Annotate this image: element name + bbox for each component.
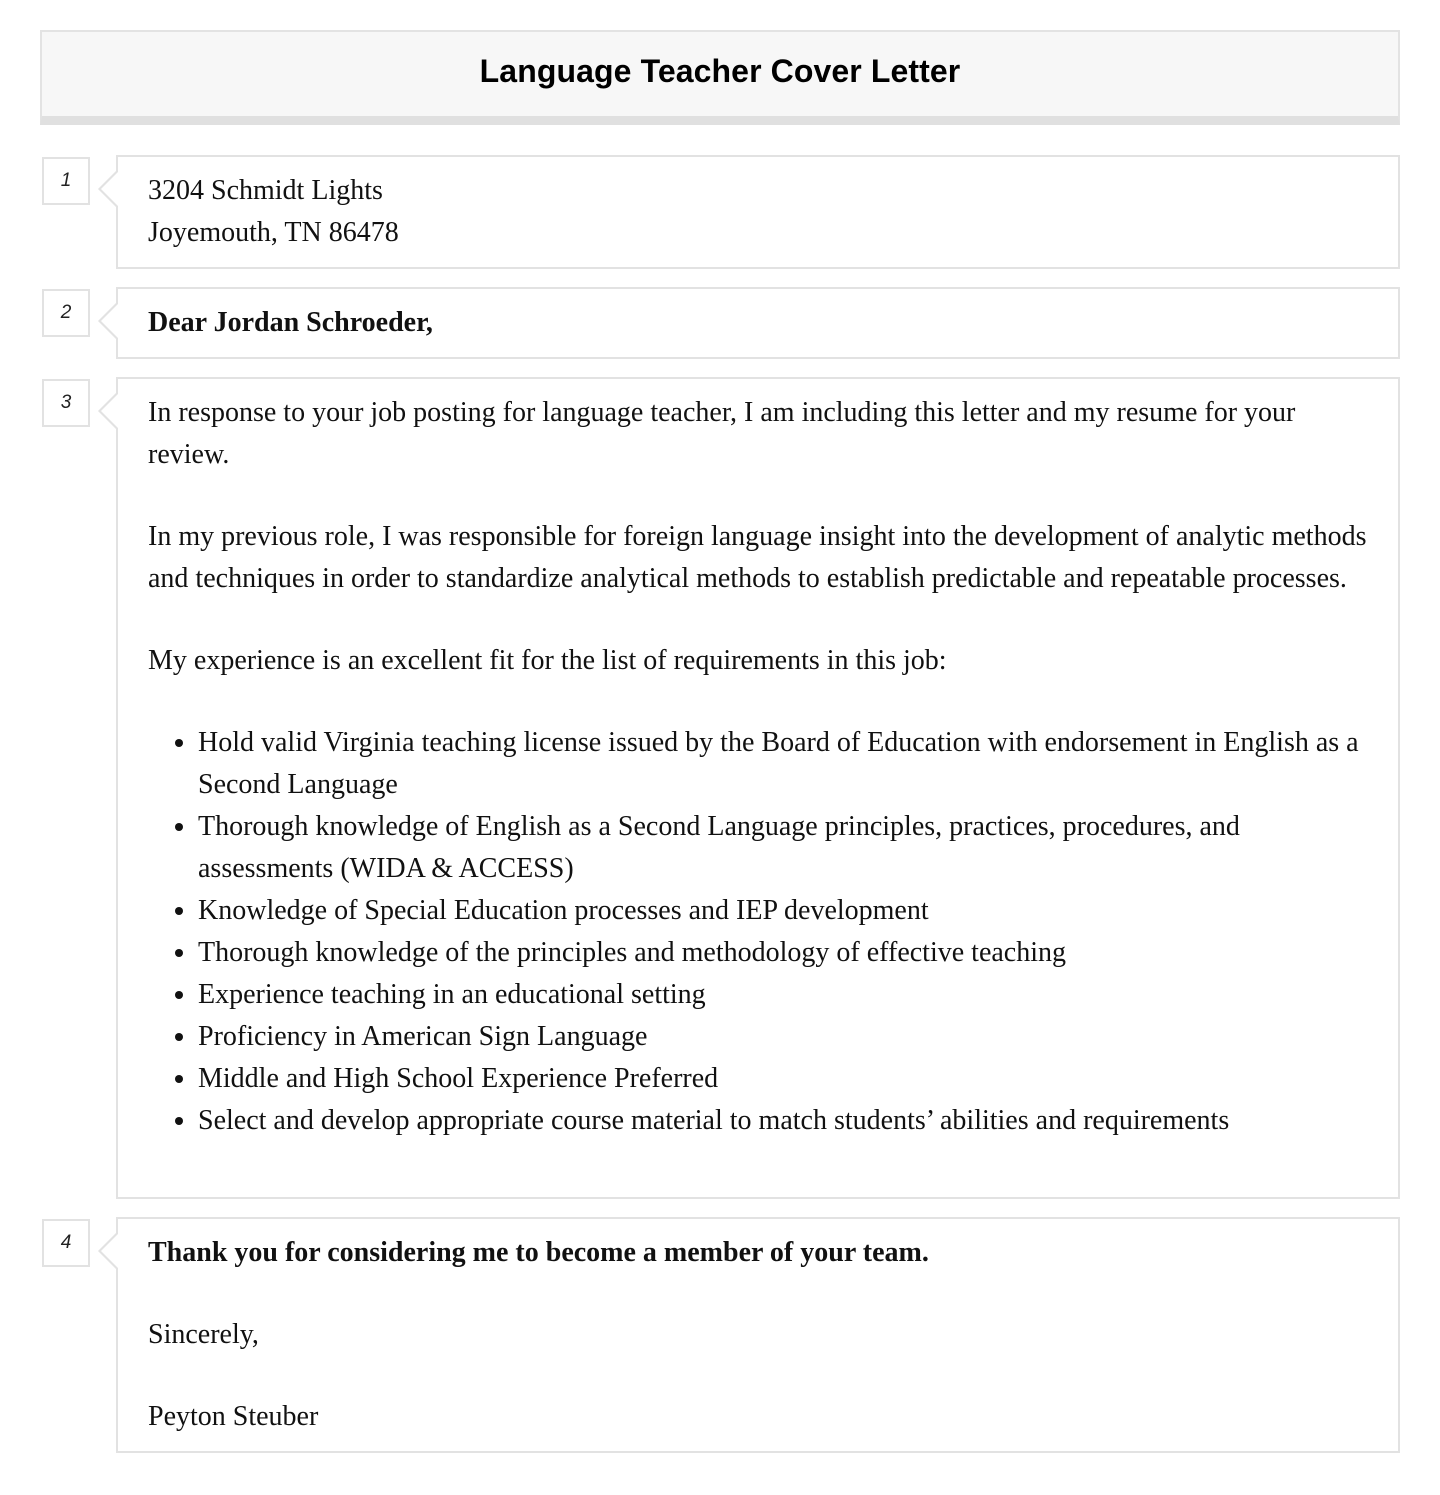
list-item: • Experience teaching in an educational setting [198, 974, 1368, 1016]
signature-name: Peyton Steuber [148, 1401, 319, 1432]
section-number: 3 [42, 379, 90, 427]
closing-statement: Thank you for considering me to become a member of your team. [148, 1237, 929, 1268]
paragraph-gap [148, 1356, 1368, 1396]
list-item: • Hold valid Virginia teaching license issued by the Board of Education with endorsement in English as a Second Language [198, 722, 1368, 806]
sign-off: Sincerely, [148, 1319, 259, 1350]
list-item: • Knowledge of Special Education processes and IEP development [198, 890, 1368, 932]
section-number: 1 [42, 157, 90, 205]
body-paragraph-experience: In my previous role, I was responsible for foreign language insight into the development of analytic methods and techniques in order to standardize analytical methods to establish predictable and repeatable processes. [148, 521, 1367, 594]
paragraph-gap [148, 600, 1368, 640]
list-item: • Thorough knowledge of English as a Second Language principles, practices, procedures, and assessments (WIDA & ACCESS) [198, 806, 1368, 890]
list-item: • Middle and High School Experience Preferred [198, 1058, 1368, 1100]
greeting: Dear Jordan Schroeder, [148, 307, 433, 338]
body-paragraph-intro: In response to your job posting for language teacher, I am including this letter and my resume for your review. [148, 397, 1296, 470]
body-block [116, 377, 1400, 1199]
list-item: • Select and develop appropriate course material to match students’ abilities and requirements [198, 1100, 1368, 1142]
section-number: 2 [42, 289, 90, 337]
paragraph-gap [148, 476, 1368, 516]
list-item: • Thorough knowledge of the principles and methodology of effective teaching [198, 932, 1368, 974]
paragraph-gap [148, 682, 1368, 722]
body-paragraph-fit: My experience is an excellent fit for the list of requirements in this job: [148, 645, 947, 676]
greeting-block [116, 287, 1400, 359]
address-block [116, 155, 1400, 269]
paragraph-gap [148, 1274, 1368, 1314]
page-header [40, 30, 1400, 125]
address-line-1: 3204 Schmidt Lights [148, 175, 383, 206]
closing-block [116, 1217, 1400, 1453]
list-item: • Proficiency in American Sign Language [198, 1016, 1368, 1058]
section-number: 4 [42, 1219, 90, 1267]
page-title: Language Teacher Cover Letter [479, 53, 961, 89]
address-line-2: Joyemouth, TN 86478 [148, 217, 399, 248]
requirements-list [148, 722, 1368, 1142]
